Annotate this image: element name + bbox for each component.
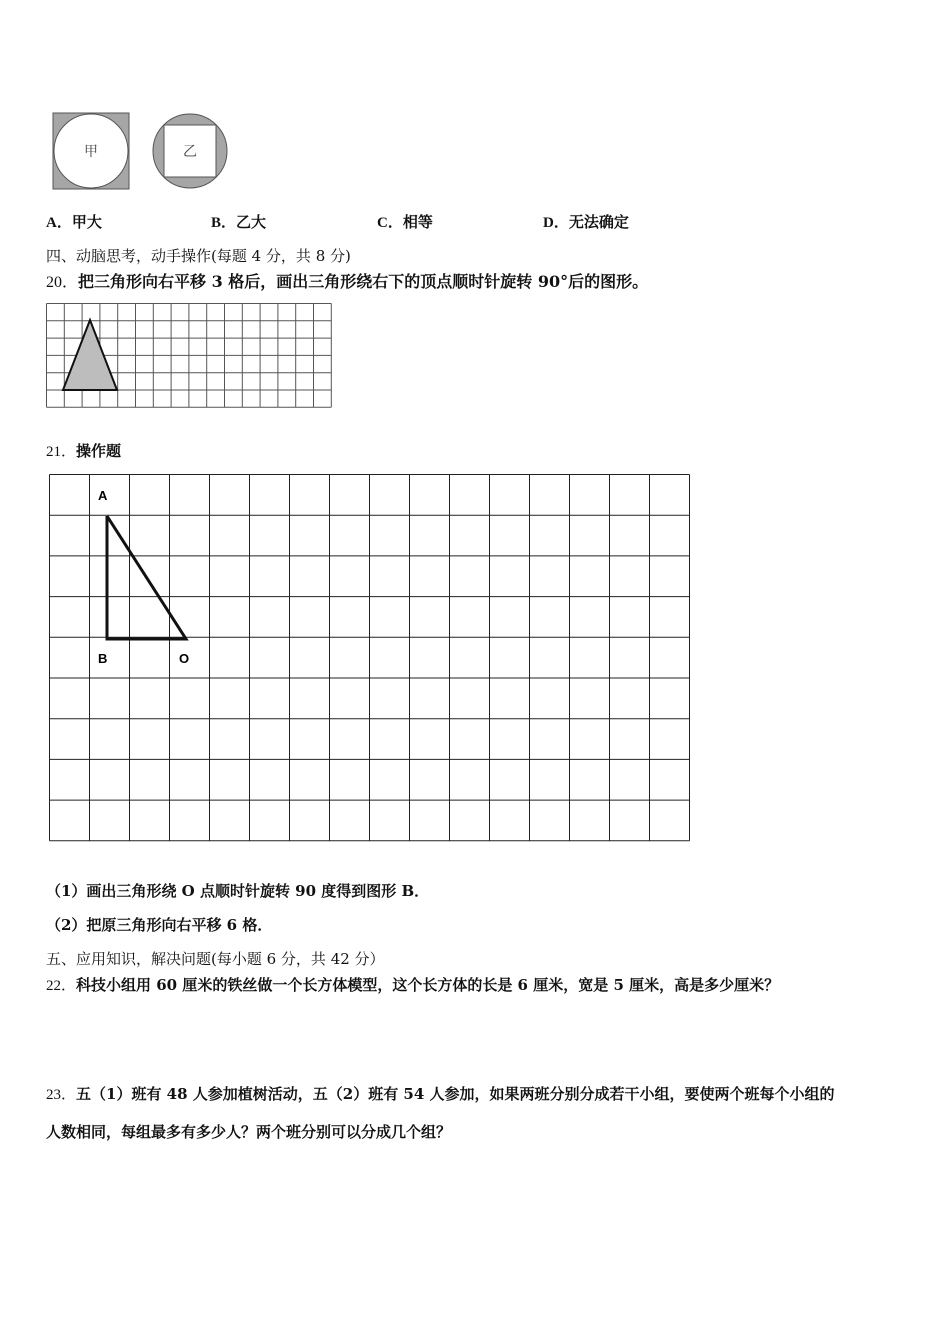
option-d[interactable]: D．无法确定 (543, 213, 629, 231)
question-22-text: 科技小组用 60 厘米的铁丝做一个长方体模型，这个长方体的长是 6 厘米，宽是 5 厘米，高是多少厘米？ (76, 976, 780, 994)
jia-label: 甲 (84, 144, 98, 160)
question-21-number: 21． (46, 444, 77, 460)
question-21 (46, 440, 121, 461)
vertex-a-label: A (98, 488, 108, 503)
question-23-line-2: 人数相同，每组最多有多少人？两个班分别可以分成几个组？ (46, 1123, 452, 1141)
option-c[interactable]: C．相等 (377, 213, 433, 231)
question-22 (46, 974, 779, 995)
q21-sub-1: （1）画出三角形绕 O 点顺时针旋转 90 度得到图形 B． (46, 882, 430, 900)
question-20-number: 20． (46, 274, 79, 291)
grid-q21 (49, 474, 691, 842)
option-b[interactable]: B．乙大 (211, 213, 267, 231)
figure-jia (52, 112, 130, 190)
question-21-title: 操作题 (76, 442, 122, 460)
question-23-line-1: 五（1）班有 48 人参加植树活动，五（2）班有 54 人参加，如果两班分别分成若干小组，要使两个班每个小组的 (76, 1085, 835, 1103)
vertex-o-label: O (179, 651, 190, 666)
grid-q20 (46, 303, 334, 409)
question-20-text: 把三角形向右平移 3 格后，画出三角形绕右下的顶点顺时针旋转 90°后的图形。 (78, 272, 649, 291)
section-5-title: 五、应用知识，解决问题(每小题 6 分，共 42 分） (46, 950, 385, 968)
yi-label: 乙 (183, 144, 197, 160)
question-23-number: 23． (46, 1087, 77, 1103)
question-23 (46, 1083, 835, 1104)
q21-sub-2: （2）把原三角形向右平移 6 格． (46, 916, 273, 934)
section-4-title: 四、动脑思考，动手操作(每题 4 分，共 8 分) (46, 247, 351, 265)
q21-triangle (107, 516, 186, 639)
vertex-b-label: B (98, 651, 108, 666)
question-22-number: 22． (46, 978, 77, 994)
option-a[interactable]: A．甲大 (46, 213, 102, 231)
question-20 (46, 269, 648, 292)
figure-yi (151, 112, 229, 190)
